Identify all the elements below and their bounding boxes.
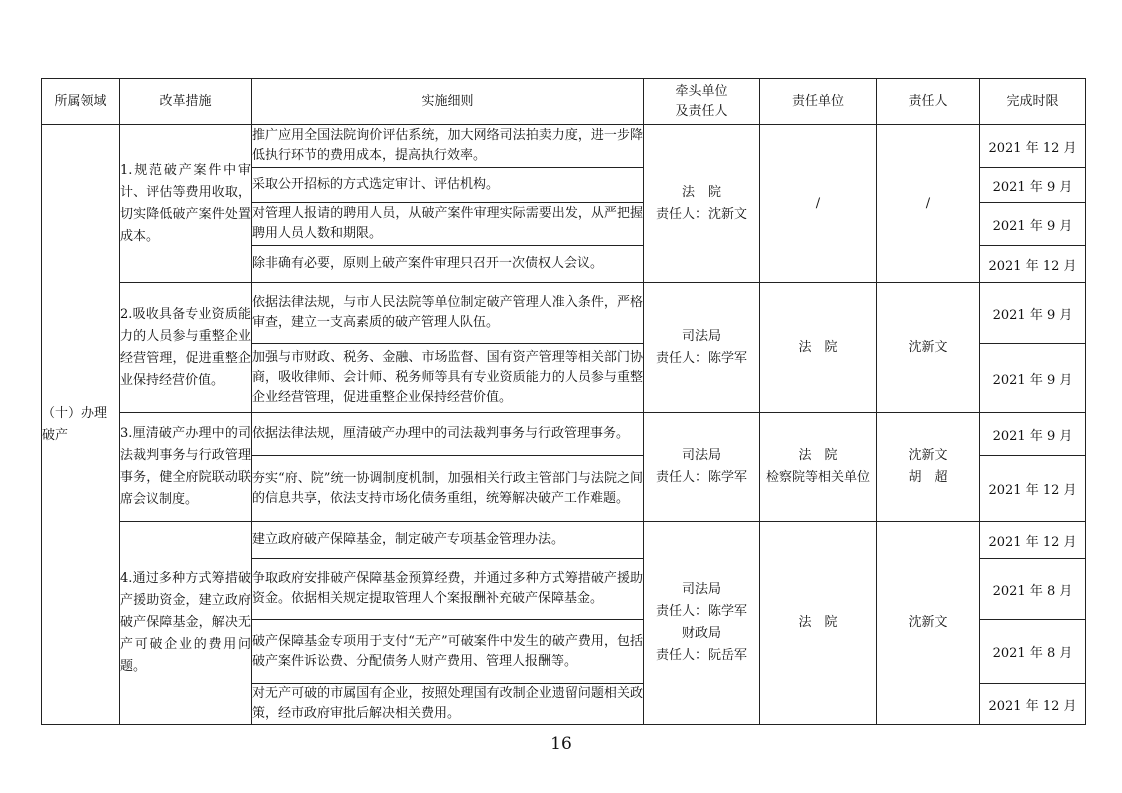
deadline-cell: 2021 年 9 月 bbox=[980, 413, 1086, 456]
detail-cell: 依据法律法规，厘清破产办理中的司法裁判事务与行政管理事务。 bbox=[252, 413, 644, 456]
detail-cell: 推广应用全国法院询价评估系统，加大网络司法拍卖力度，进一步降低执行环节的费用成本，提高执行效率。 bbox=[252, 125, 644, 168]
area-cell: （十）办理破产 bbox=[42, 125, 120, 725]
detail-cell: 除非确有必要，原则上破产案件审理只召开一次债权人会议。 bbox=[252, 246, 644, 283]
lead-unit-person: 责任人：沈新文 bbox=[655, 206, 747, 222]
lead-unit-cell bbox=[644, 283, 760, 413]
resp-person-cell: 沈新文 bbox=[877, 522, 980, 725]
lead-unit-block bbox=[656, 579, 747, 667]
header-resp-unit: 责任单位 bbox=[760, 79, 877, 125]
header-area: 所属领域 bbox=[42, 79, 120, 125]
deadline-cell: 2021 年 9 月 bbox=[980, 203, 1086, 246]
table-row bbox=[42, 283, 1086, 344]
reform-measures-table bbox=[41, 78, 1086, 725]
table-row bbox=[42, 413, 1086, 456]
detail-cell: 对无产可破的市属国有企业，按照处理国有改制企业遗留问题相关政策，经市政府审批后解决相关费用。 bbox=[252, 684, 644, 725]
header-deadline: 完成时限 bbox=[980, 79, 1086, 125]
resp-person-cell: / bbox=[877, 125, 980, 283]
header-measure: 改革措施 bbox=[120, 79, 252, 125]
resp-person-cell bbox=[877, 413, 980, 522]
deadline-cell: 2021 年 9 月 bbox=[980, 283, 1086, 344]
lead-unit-cell bbox=[644, 125, 760, 283]
deadline-cell: 2021 年 12 月 bbox=[980, 246, 1086, 283]
resp-unit-cell bbox=[760, 413, 877, 522]
detail-cell: 夯实“府、院”统一协调制度机制，加强相关行政主管部门与法院之间的信息共享，依法支持市场化债务重组，统筹解决破产工作难题。 bbox=[252, 456, 644, 522]
page-number: 16 bbox=[550, 734, 572, 754]
resp-unit-cell: 法 院 bbox=[760, 522, 877, 725]
deadline-cell: 2021 年 12 月 bbox=[980, 125, 1086, 168]
header-lead-line2: 及责任人 bbox=[675, 103, 728, 119]
detail-cell: 采取公开招标的方式选定审计、评估机构。 bbox=[252, 168, 644, 203]
header-row bbox=[42, 79, 1086, 125]
lead-unit-person-2: 责任人：阮岳军 bbox=[655, 648, 747, 663]
deadline-cell: 2021 年 12 月 bbox=[980, 522, 1086, 559]
lead-unit-block bbox=[656, 445, 747, 489]
deadline-cell: 2021 年 12 月 bbox=[980, 456, 1086, 522]
lead-unit-block bbox=[656, 326, 747, 370]
resp-person-line1: 沈新文 bbox=[908, 448, 948, 463]
measure-cell: 3.厘清破产办理中的司法裁判事务与行政管理事务，健全府院联动联席会议制度。 bbox=[120, 413, 252, 522]
table-row bbox=[42, 125, 1086, 168]
lead-unit-cell bbox=[644, 522, 760, 725]
header-lead bbox=[644, 79, 760, 125]
detail-cell: 加强与市财政、税务、金融、市场监督、国有资产管理等相关部门协商，吸收律师、会计师、税务师等具有专业资质能力的人员参与重整企业经营管理，促进重整企业保持经营价值。 bbox=[252, 344, 644, 413]
lead-unit-person: 责任人：陈学军 bbox=[655, 350, 747, 366]
detail-cell: 建立政府破产保障基金，制定破产专项基金管理办法。 bbox=[252, 522, 644, 559]
lead-unit-name: 法 院 bbox=[681, 184, 721, 200]
measure-cell: 4.通过多种方式筹措破产援助资金，建立政府破产保障基金，解决无产可破企业的费用问题。 bbox=[120, 522, 252, 725]
measure-cell: 1.规范破产案件中审计、评估等费用收取，切实降低破产案件处置成本。 bbox=[120, 125, 252, 283]
resp-person-cell: 沈新文 bbox=[877, 283, 980, 413]
detail-cell: 依据法律法规，与市人民法院等单位制定破产管理人准入条件，严格审查，建立一支高素质的破产管理人队伍。 bbox=[252, 283, 644, 344]
deadline-cell: 2021 年 12 月 bbox=[980, 684, 1086, 725]
header-lead-line1: 牵头单位 bbox=[675, 83, 728, 99]
header-detail: 实施细则 bbox=[252, 79, 644, 125]
lead-unit-name: 司法局 bbox=[681, 448, 721, 463]
table-row bbox=[42, 522, 1086, 559]
resp-unit-line2: 检察院等相关单位 bbox=[765, 470, 870, 485]
deadline-cell: 2021 年 8 月 bbox=[980, 620, 1086, 684]
lead-unit-block bbox=[656, 182, 747, 226]
lead-unit-cell bbox=[644, 413, 760, 522]
lead-unit-person: 责任人：陈学军 bbox=[655, 470, 747, 485]
deadline-cell: 2021 年 8 月 bbox=[980, 559, 1086, 620]
resp-unit-line1: 法 院 bbox=[798, 448, 838, 463]
lead-unit-name: 司法局 bbox=[681, 582, 721, 597]
measure-cell: 2.吸收具备专业资质能力的人员参与重整企业经营管理，促进重整企业保持经营价值。 bbox=[120, 283, 252, 413]
lead-unit-name-2: 财政局 bbox=[681, 626, 721, 641]
resp-unit-cell: 法 院 bbox=[760, 283, 877, 413]
resp-unit-cell: / bbox=[760, 125, 877, 283]
header-resp-person: 责任人 bbox=[877, 79, 980, 125]
deadline-cell: 2021 年 9 月 bbox=[980, 344, 1086, 413]
deadline-cell: 2021 年 9 月 bbox=[980, 168, 1086, 203]
lead-unit-person: 责任人：陈学军 bbox=[655, 604, 747, 619]
detail-cell: 对管理人报请的聘用人员，从破产案件审理实际需要出发，从严把握聘用人员人数和期限。 bbox=[252, 203, 644, 246]
detail-cell: 破产保障基金专项用于支付“无产”可破案件中发生的破产费用，包括破产案件诉讼费、分配债务人财产费用、管理人报酬等。 bbox=[252, 620, 644, 684]
lead-unit-name: 司法局 bbox=[681, 328, 721, 344]
resp-person-line2: 胡 超 bbox=[908, 470, 948, 485]
detail-cell: 争取政府安排破产保障基金预算经费，并通过多种方式筹措破产援助资金。依据相关规定提取管理人个案报酬补充破产保障基金。 bbox=[252, 559, 644, 620]
